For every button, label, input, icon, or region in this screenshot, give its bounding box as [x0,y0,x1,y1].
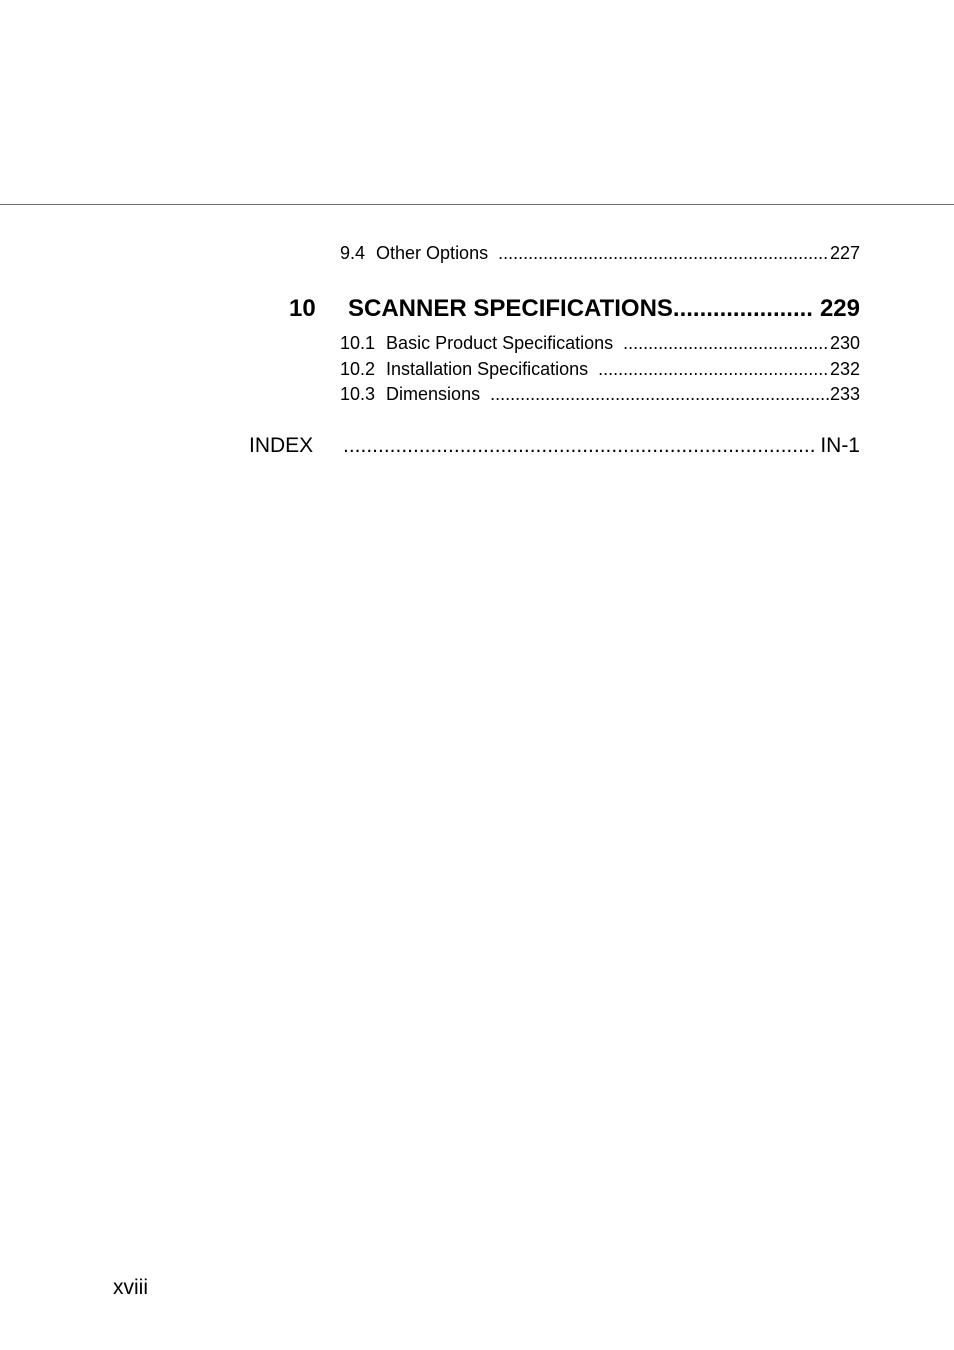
toc-index-title: INDEX [249,434,314,457]
toc-entry-number: 10.3 [340,384,376,404]
toc-entry-number: 10.1 [340,333,376,353]
toc-entry-number: 9.4 [340,243,366,263]
dot-leader [490,384,829,405]
dot-leader [623,333,829,354]
toc-chapter-number: 10 [289,295,316,322]
toc-entry-9-4[interactable] [340,243,860,264]
dot-leader [343,434,817,458]
dot-leader [598,359,829,380]
toc-chapter-page: 229 [819,295,860,322]
toc-entry-title: Installation Specifications [386,359,589,379]
toc-entry-page: 233 [829,384,860,404]
toc-chapter-10[interactable] [289,295,860,323]
dot-leader [673,295,814,323]
toc-index[interactable] [249,434,860,458]
toc-index-page: IN-1 [820,434,860,457]
toc-entry-title: Other Options [376,243,489,263]
toc-entry-10-1[interactable] [340,333,860,354]
toc-entry-title: Dimensions [386,384,481,404]
page-number: xviii [113,1276,148,1299]
toc-entry-10-3[interactable] [340,384,860,405]
toc-entry-page: 232 [829,359,860,379]
toc-entry-title: Basic Product Specifications [386,333,614,353]
header-rule [0,204,954,205]
toc-chapter-title: SCANNER SPECIFICATIONS [348,295,673,322]
toc-entry-number: 10.2 [340,359,376,379]
toc-entry-10-2[interactable] [340,359,860,380]
toc-entry-page: 230 [829,333,860,353]
toc-entry-page: 227 [829,243,860,263]
dot-leader [498,243,829,264]
